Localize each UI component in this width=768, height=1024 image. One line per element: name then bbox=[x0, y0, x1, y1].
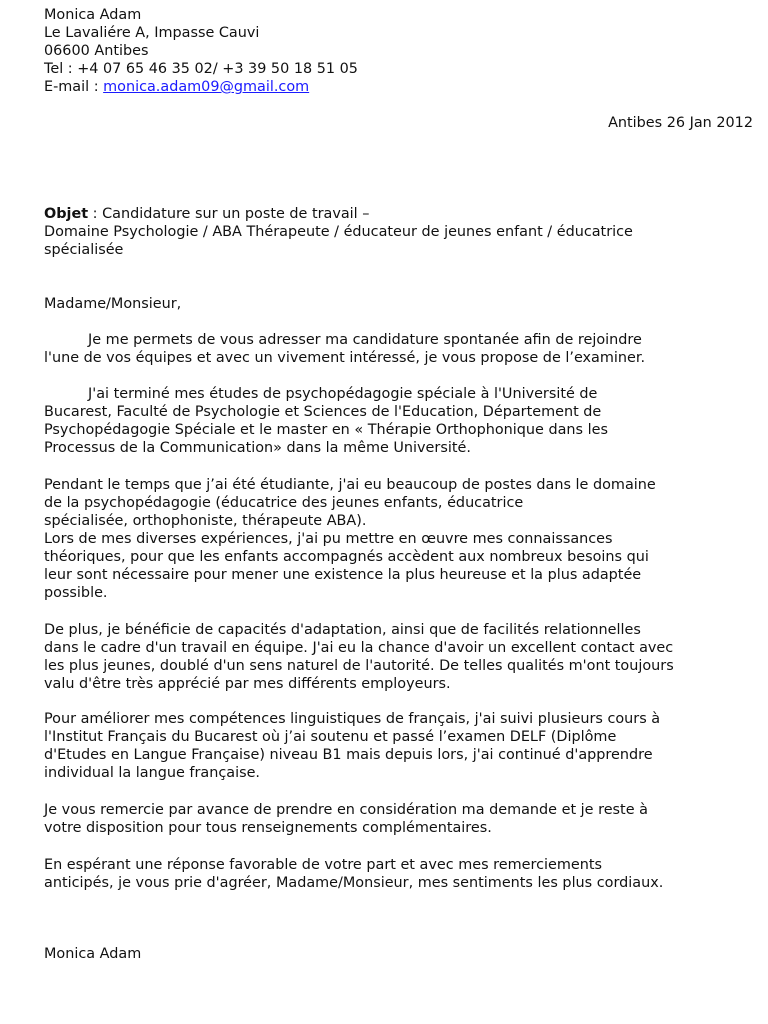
paragraph-line: dans le cadre d'un travail en équipe. J'ai eu la chance d'avoir un excellent contact avec bbox=[44, 640, 674, 656]
sender-block bbox=[44, 6, 604, 96]
sender-address-line2: 06600 Antibes bbox=[44, 43, 149, 59]
paragraph-line: votre disposition pour tous renseignements complémentaires. bbox=[44, 820, 492, 836]
sender-phone: Tel : +4 07 65 46 35 02/ +3 39 50 18 51 05 bbox=[44, 61, 358, 77]
paragraph-line: l'Institut Français du Bucarest où j’ai soutenu et passé l’examen DELF (Diplôme bbox=[44, 729, 617, 745]
paragraph-line: de la psychopédagogie (éducatrice des jeunes enfants, éducatrice bbox=[44, 495, 524, 511]
sender-email-link[interactable]: monica.adam09@gmail.com bbox=[103, 79, 310, 95]
paragraph-line: En espérant une réponse favorable de votre part et avec mes remerciements bbox=[44, 857, 602, 873]
sender-name: Monica Adam bbox=[44, 7, 142, 23]
paragraph-line: Lors de mes diverses expériences, j'ai pu mettre en œuvre mes connaissances bbox=[44, 531, 613, 547]
paragraph-line: anticipés, je vous prie d'agréer, Madame/Monsieur, mes sentiments les plus cordiaux. bbox=[44, 875, 664, 891]
paragraph-line: théoriques, pour que les enfants accompagnés accèdent aux nombreux besoins qui bbox=[44, 549, 649, 565]
paragraph-line: leur sont nécessaire pour mener une existence la plus heureuse et la plus adaptée bbox=[44, 567, 642, 583]
sender-address-line1: Le Lavaliére A, Impasse Cauvi bbox=[44, 25, 260, 41]
paragraph-line: J'ai terminé mes études de psychopédagogie spéciale à l'Université de bbox=[88, 386, 598, 402]
paragraph-line: Je vous remercie par avance de prendre en considération ma demande et je reste à bbox=[44, 802, 648, 818]
subject-line2: Domaine Psychologie / ABA Thérapeute / éducateur de jeunes enfant / éducatrice bbox=[44, 224, 633, 240]
paragraph-line: valu d'être très apprécié par mes différents employeurs. bbox=[44, 676, 451, 692]
paragraph-line: individual la langue française. bbox=[44, 765, 261, 781]
paragraph-line: Pendant le temps que j’ai été étudiante, j'ai eu beaucoup de postes dans le domaine bbox=[44, 477, 656, 493]
subject-text: : Candidature sur un poste de travail – bbox=[88, 206, 370, 222]
paragraph-6 bbox=[44, 801, 734, 837]
paragraph-2 bbox=[44, 385, 734, 457]
paragraph-3 bbox=[44, 476, 734, 602]
subject-block bbox=[44, 205, 744, 259]
sender-email-line bbox=[44, 78, 604, 96]
paragraph-7 bbox=[44, 856, 734, 892]
paragraph-4 bbox=[44, 621, 734, 693]
paragraph-1 bbox=[44, 331, 734, 367]
subject-line3: spécialisée bbox=[44, 242, 124, 258]
letter-date: Antibes 26 Jan 2012 bbox=[608, 115, 753, 131]
paragraph-line: Psychopédagogie Spéciale et le master en « Thérapie Orthophonique dans les bbox=[44, 422, 608, 438]
paragraph-line: l'une de vos équipes et avec un vivement intéressé, je vous propose de l’examiner. bbox=[44, 350, 646, 366]
paragraph-line: Processus de la Communication» dans la même Université. bbox=[44, 440, 471, 456]
paragraph-line: spécialisée, orthophoniste, thérapeute ABA). bbox=[44, 513, 367, 529]
subject-line1 bbox=[44, 205, 744, 223]
paragraph-line: Bucarest, Faculté de Psychologie et Sciences de l'Education, Département de bbox=[44, 404, 602, 420]
paragraph-line: Pour améliorer mes compétences linguistiques de français, j'ai suivi plusieurs cours à bbox=[44, 711, 661, 727]
salutation: Madame/Monsieur, bbox=[44, 296, 182, 312]
paragraph-line: Je me permets de vous adresser ma candidature spontanée afin de rejoindre bbox=[88, 332, 642, 348]
subject-label: Objet bbox=[44, 206, 89, 222]
paragraph-line: De plus, je bénéficie de capacités d'adaptation, ainsi que de facilités relationnelles bbox=[44, 622, 641, 638]
paragraph-line: les plus jeunes, doublé d'un sens naturel de l'autorité. De telles qualités m'ont toujours bbox=[44, 658, 674, 674]
sender-email-label: E-mail : bbox=[44, 79, 104, 95]
paragraph-line: d'Etudes en Langue Française) niveau B1 mais depuis lors, j'ai continué d'apprendre bbox=[44, 747, 653, 763]
paragraph-line: possible. bbox=[44, 585, 108, 601]
signature: Monica Adam bbox=[44, 946, 142, 962]
paragraph-5 bbox=[44, 710, 734, 782]
